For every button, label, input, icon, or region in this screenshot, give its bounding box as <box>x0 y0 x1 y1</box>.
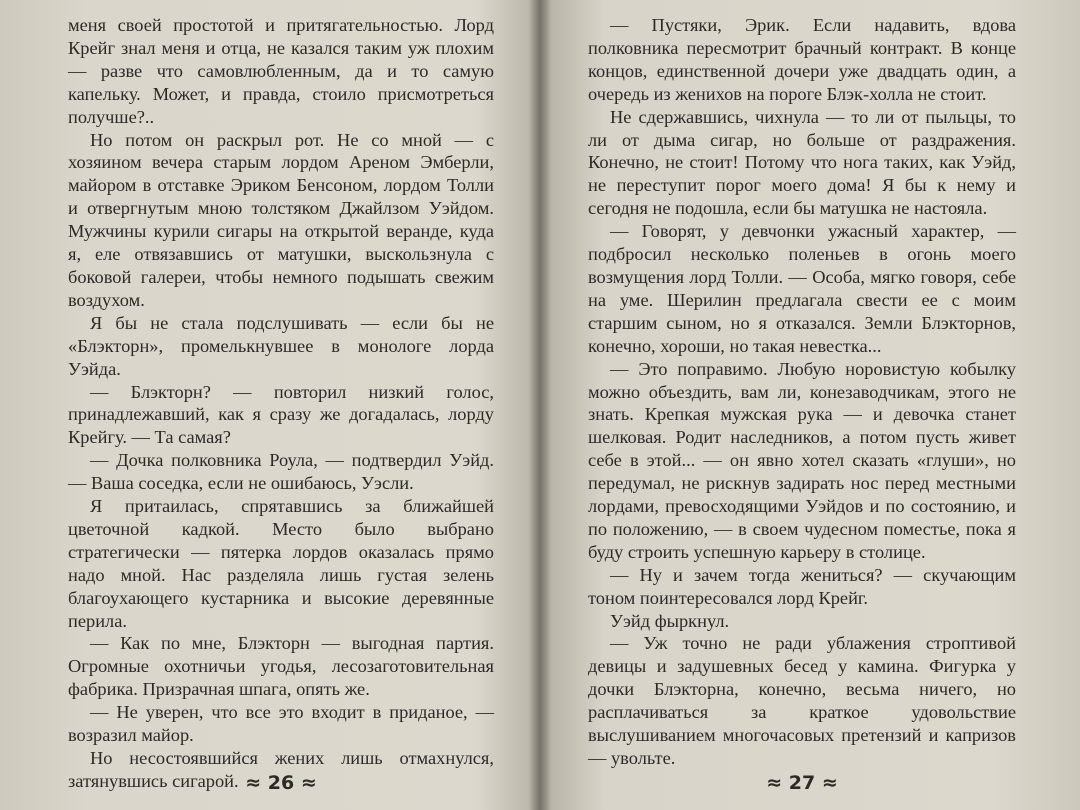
paragraph: — Дочка полковника Роула, — подтвердил Уэйд. — Ваша соседка, если не ошибаюсь, Уэсли. <box>68 450 494 494</box>
gutter-shadow <box>528 0 552 810</box>
left-page-text <box>68 14 494 793</box>
paragraph: Но потом он раскрыл рот. Не со мной — с хозяином вечера старым лордом Ареном Эмберли, майором в отставке Эриком Бенсоном, лордом Толли и отвергнутым мною толстяком Джайлзом Уэйдом. Мужчины курили сигары на открытой веранде, куда я, еле отвязавшись от матушки, выскользнула с боковой галереи, чтобы немного подышать свежим воздухом. <box>68 129 494 310</box>
right-page-text <box>588 14 1016 770</box>
paragraph: — Говорят, у девчонки ужасный характер, — подбросил несколько поленьев в огонь моего возмущения лорд Толли. — Особа, мягко говоря, себе на уме. Шерилин предлагала свести ее с моим старшим сыном, но я отказался. Земли Блэкторнов, конечно, хороши, но такая невестка... <box>588 221 1016 356</box>
paragraph: меня своей простотой и притягательностью. Лорд Крейг знал меня и отца, не казался таким уж плохим — разве что самовлюбленным, да и то самую капельку. Может, и правда, стоило присмотреться получше?.. <box>68 15 494 127</box>
paragraph: — Уж точно не ради ублажения строптивой девицы и задушевных бесед у камина. Фигурка у дочки Блэкторна, конечно, весьма ничего, но расплачиваться за краткое удовольствие выслушиванием многочасовых претензий и капризов — увольте. <box>588 633 1016 768</box>
paragraph: Я бы не стала подслушивать — если бы не «Блэкторн», промелькнувшее в монологе лорда Уэйда. <box>68 312 494 379</box>
left-page <box>68 14 494 810</box>
paragraph: — Блэкторн? — повторил низкий голос, принадлежавший, как я сразу же догадалась, лорду Крейгу. — Та самая? <box>68 381 494 448</box>
paragraph: Уэйд фыркнул. <box>610 610 730 631</box>
paragraph: — Не уверен, что все это входит в приданое, — возразил майор. <box>68 702 494 746</box>
paragraph: — Пустяки, Эрик. Если надавить, вдова полковника пересмотрит брачный контракт. В конце концов, единственной дочери уже двадцать один, а очередь из женихов на пороге Блэк-холла не стоит. <box>588 15 1016 104</box>
page-number-right: ≈ 27 ≈ <box>766 772 838 794</box>
paragraph: — Ну и зачем тогда жениться? — скучающим тоном поинтересовался лорд Крейг. <box>588 564 1016 608</box>
right-page <box>588 14 1016 810</box>
paragraph: — Это поправимо. Любую норовистую кобылку можно объездить, вам ли, конезаводчикам, этого не знать. Крепкая мужская рука — и девочка станет шелковая. Родит наследников, а потом пусть живет себе в этой... — он явно хотел сказать «глуши», но передумал, не рискнув задирать нос перед местными лордами, превосходящими Уэйдов и по состоянию, и по положению, — в своем чудесном поместье, пока я буду строить успешную карьеру в столице. <box>588 358 1016 562</box>
paragraph: Но несостоявшийся жених лишь отмахнулся, затянувшись сигарой. <box>68 748 494 791</box>
paragraph: — Как по мне, Блэкторн — выгодная партия. Огромные охотничьи угодья, лесозаготовительная фабрика. Призрачная шпага, опять же. <box>68 633 494 700</box>
paragraph: Не сдержавшись, чихнула — то ли от пыльцы, то ли от дыма сигар, но больше от раздражения. Конечно, не стоит! Потому что нога таких, как Уэйд, не переступит порог моего дома! Я бы к нему и сегодня не подошла, если бы матушка не настояла. <box>588 106 1016 219</box>
paragraph: Я притаилась, спрятавшись за ближайшей цветочной кадкой. Место было выбрано стратегически — пятерка лордов оказалась прямо надо мной. Нас разделяла лишь густая зелень благоухающего кустарника и высокие деревянные перила. <box>68 496 494 631</box>
page-number-left: ≈ 26 ≈ <box>245 772 317 794</box>
